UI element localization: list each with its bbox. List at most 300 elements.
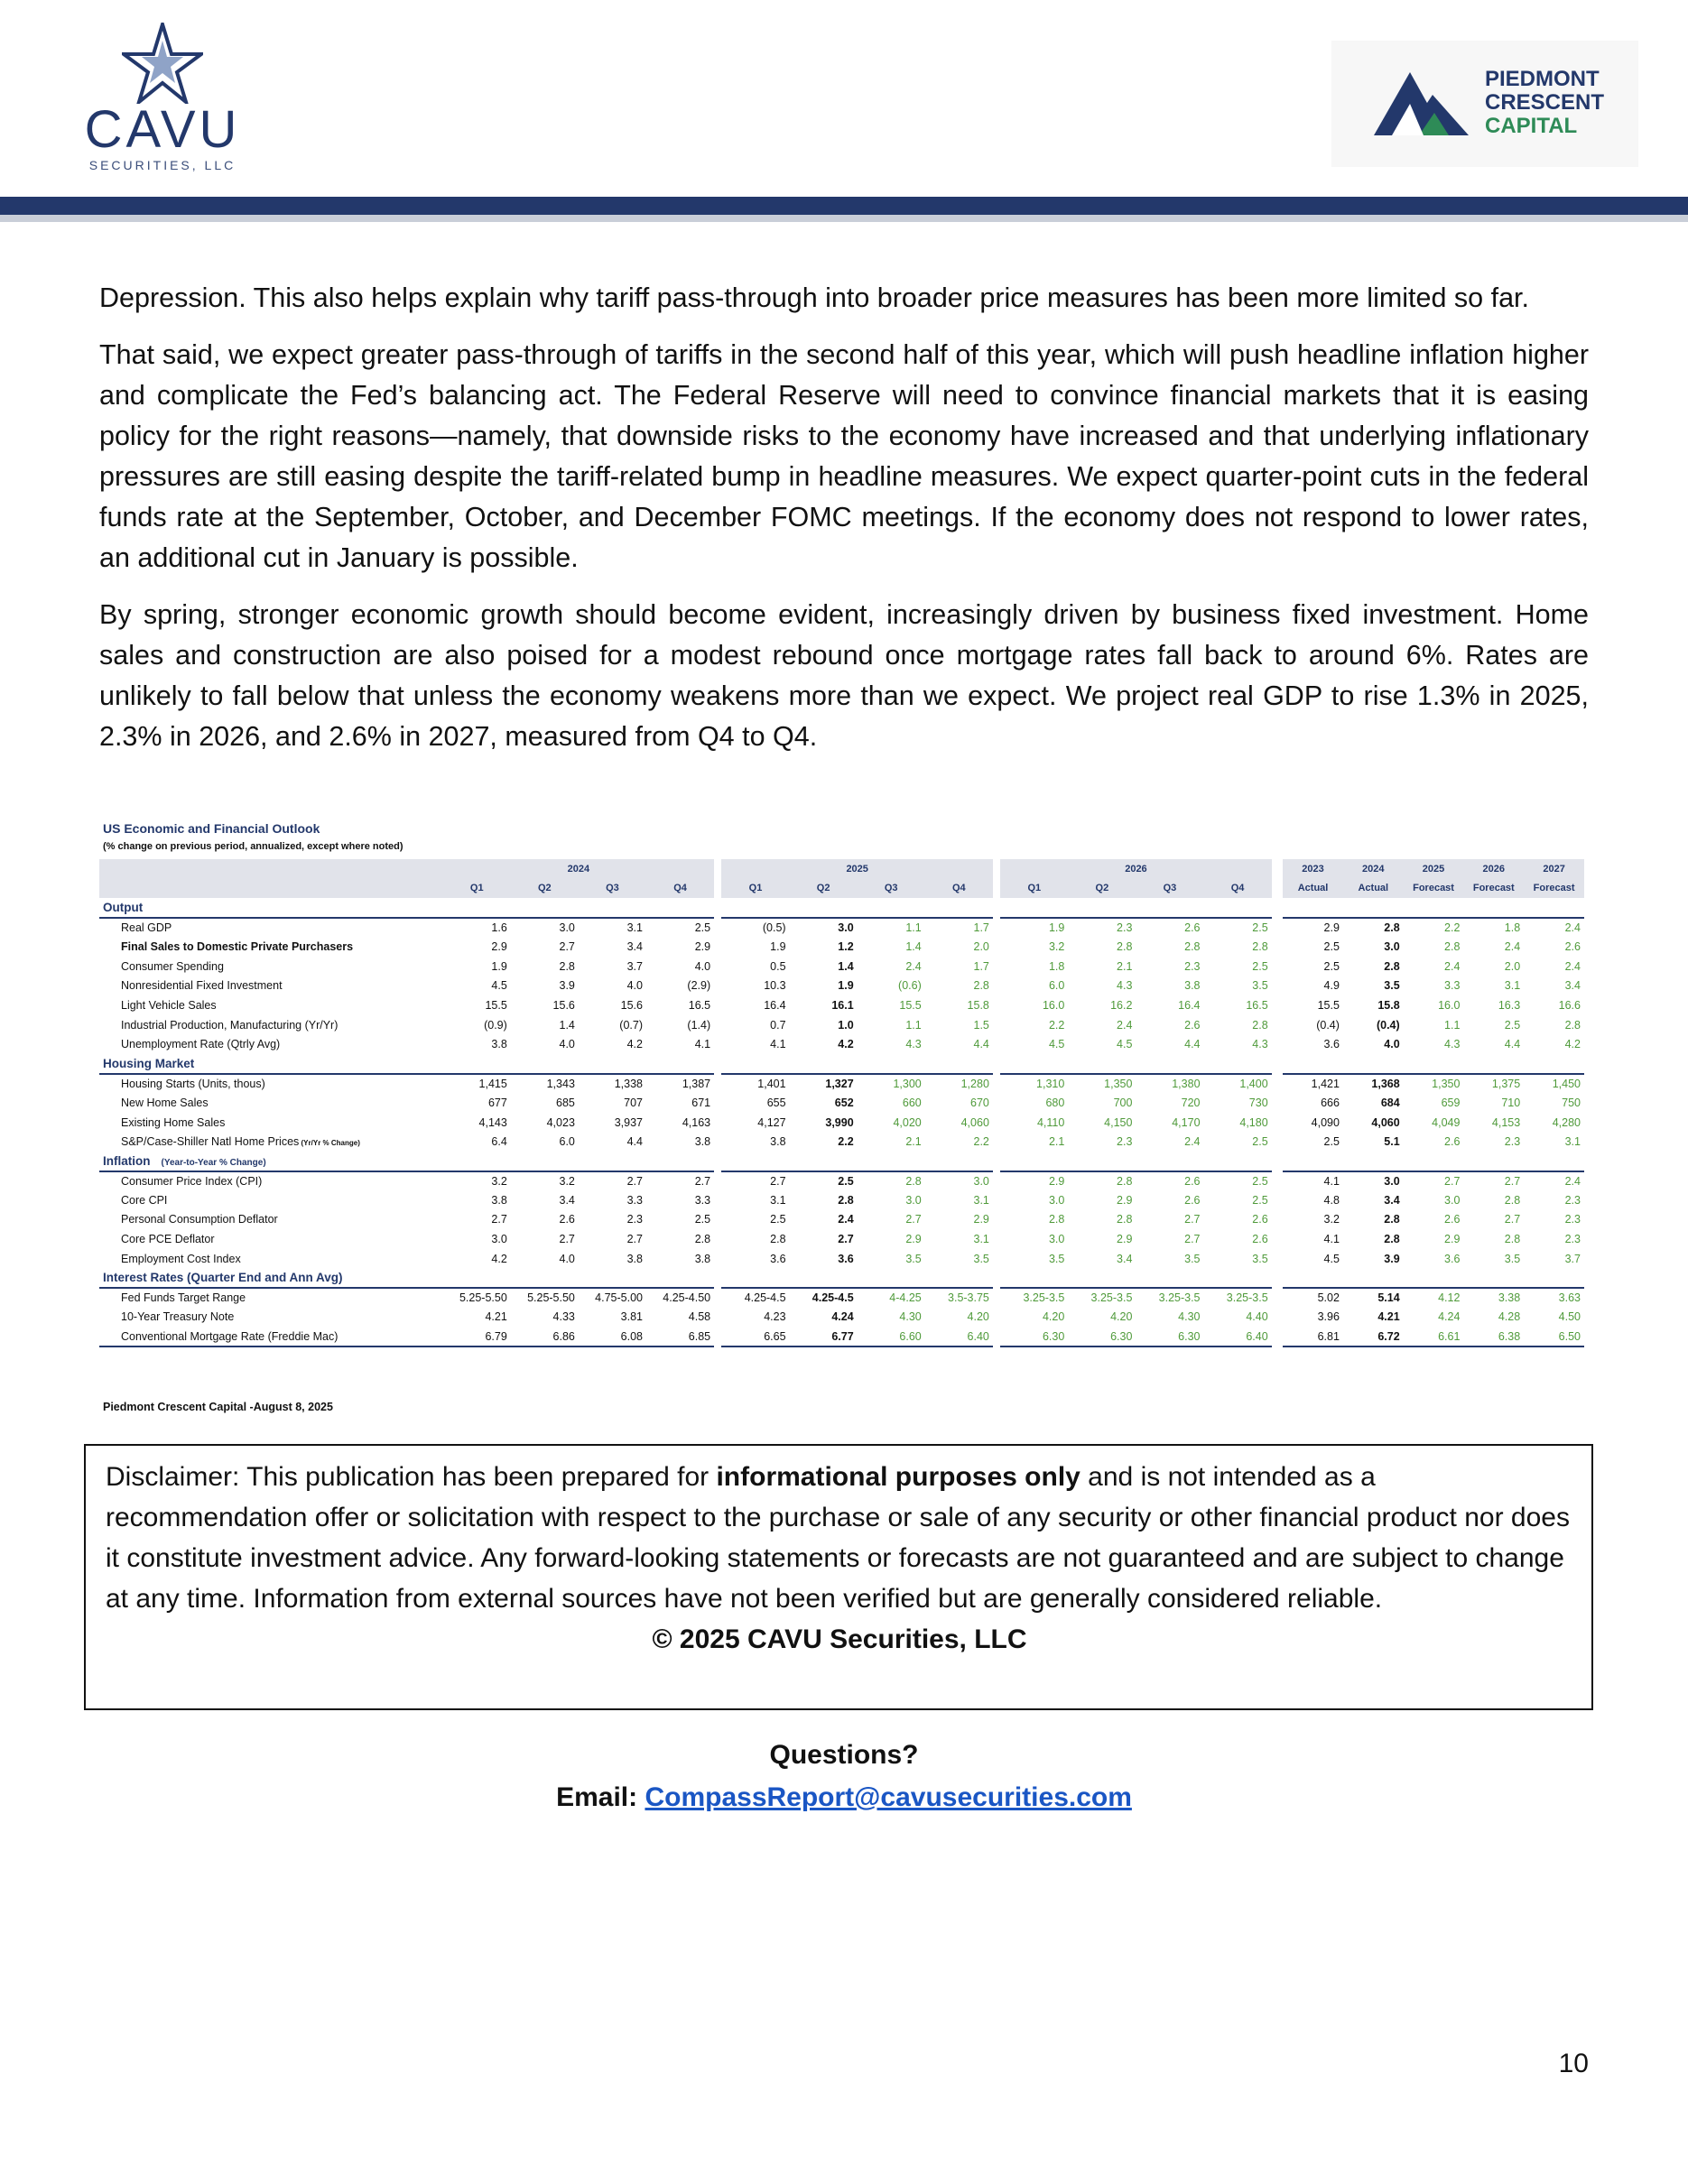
annual-value: 4.5 [1323, 1252, 1340, 1265]
annual-value: 710 [1501, 1096, 1521, 1109]
quarter-value: 4.4 [626, 1135, 643, 1149]
section-fill [511, 1268, 579, 1288]
annual-year-header: 2027 [1524, 859, 1584, 879]
annual-value: 2.6 [1444, 1213, 1461, 1226]
quarter-value: 3.1 [973, 1233, 989, 1246]
quarter-value: 4,163 [682, 1115, 711, 1129]
quarter-value: 2.3 [1117, 921, 1133, 935]
annual-value: 2.4 [1564, 959, 1581, 973]
column-gap [1272, 1268, 1284, 1288]
table-row [99, 937, 1584, 957]
quarter-value: 3.2 [1048, 940, 1065, 954]
section-fill [1000, 898, 1068, 918]
quarter-value: 0.7 [770, 1018, 786, 1032]
section-name: Inflation [103, 1153, 151, 1168]
column-gap [714, 995, 721, 1015]
section-fill [1136, 1054, 1203, 1074]
quarter-value: 4.5 [491, 979, 507, 993]
section-fill [1136, 898, 1203, 918]
section-name: Housing Market [103, 1056, 195, 1070]
quarter-value: (0.9) [484, 1018, 507, 1032]
quarter-value: 4.3 [1117, 979, 1133, 993]
quarter-value: 3.81 [620, 1310, 643, 1324]
column-gap [993, 1327, 1000, 1346]
email-label: Email: [556, 1782, 645, 1812]
quarter-value: 2.7 [770, 1174, 786, 1188]
section-fill [1404, 898, 1464, 918]
quarter-value: 3.0 [905, 1193, 922, 1207]
annual-value: 2.8 [1384, 1213, 1400, 1226]
quarter-value: 1.9 [1048, 921, 1065, 935]
quarter-value: 1.1 [905, 921, 922, 935]
quarter-value: 2.9 [973, 1213, 989, 1226]
column-gap [1272, 1034, 1284, 1054]
annual-value: 1,368 [1371, 1077, 1400, 1090]
column-gap [714, 957, 721, 976]
quarter-value: 3.7 [626, 959, 643, 973]
quarter-value: 0.5 [770, 959, 786, 973]
section-fill [790, 1268, 858, 1288]
table-row [99, 1015, 1584, 1035]
quarter-value: 3.4 [1117, 1252, 1133, 1265]
quarter-value: 2.8 [973, 979, 989, 993]
column-gap [714, 879, 721, 899]
quarter-header: Q4 [925, 879, 993, 899]
quarter-header: Q4 [646, 879, 714, 899]
row-label [99, 1210, 443, 1230]
column-gap [714, 1171, 721, 1191]
quarter-value: 2.6 [1252, 1233, 1268, 1246]
section-fill [1524, 898, 1584, 918]
quarter-value: 6.60 [858, 1327, 925, 1346]
section-header-row [99, 1268, 1584, 1288]
quarter-value: 3.4 [626, 940, 643, 954]
section-fill [443, 1054, 511, 1074]
email-link[interactable]: CompassReport@cavusecurities.com [645, 1782, 1132, 1812]
section-fill [1204, 1268, 1272, 1288]
quarter-value: 3.1 [973, 1193, 989, 1207]
section-fill [1343, 1268, 1404, 1288]
quarter-value: 4.30 [899, 1310, 922, 1324]
quarter-value: (0.5) [762, 921, 786, 935]
section-fill [1404, 1152, 1464, 1171]
section-fill [443, 1152, 511, 1171]
column-gap [993, 1171, 1000, 1191]
section-fill [443, 1268, 511, 1288]
annual-value: 1,421 [1311, 1077, 1340, 1090]
quarter-value: 6.85 [646, 1327, 714, 1346]
annual-value: 4.24 [1438, 1310, 1461, 1324]
table-subtitle: (% change on previous period, annualized, except where noted) [103, 841, 403, 852]
annual-value: 3.5 [1504, 1252, 1521, 1265]
quarter-value: 2.5 [1252, 1174, 1268, 1188]
quarter-value: 6.4 [491, 1135, 507, 1149]
table-row [99, 995, 1584, 1015]
row-label-text: Fed Funds Target Range [121, 1291, 246, 1305]
row-label [99, 1308, 443, 1328]
star-icon [122, 23, 203, 104]
quarter-value: 16.5 [688, 998, 711, 1012]
quarter-value: 2.8 [770, 1233, 786, 1246]
row-label-text: Nonresidential Fixed Investment [121, 979, 283, 993]
quarter-value: 652 [834, 1096, 854, 1109]
quarter-value: 1.4 [559, 1018, 575, 1032]
quarter-value: 4.0 [626, 979, 643, 993]
section-title [99, 1054, 443, 1074]
quarter-value: 3.25-3.5 [1090, 1291, 1133, 1305]
column-gap [714, 1152, 721, 1171]
quarter-value: 2.1 [1117, 959, 1133, 973]
piedmont-wordmark [1485, 68, 1604, 138]
quarter-value: 677 [487, 1096, 507, 1109]
quarter-header: Q1 [721, 879, 789, 899]
quarter-value: 2.8 [905, 1174, 922, 1188]
section-fill [858, 1152, 925, 1171]
annual-value: 3.2 [1323, 1213, 1340, 1226]
table-title: US Economic and Financial Outlook [103, 821, 320, 836]
annual-value: 2.5 [1323, 959, 1340, 973]
quarter-value: 6.0 [1048, 979, 1065, 993]
column-gap [993, 1190, 1000, 1210]
quarter-value: 1.8 [1048, 959, 1065, 973]
column-gap [714, 1268, 721, 1288]
quarter-value: 2.7 [559, 940, 575, 954]
annual-value: 2.8 [1384, 1233, 1400, 1246]
annual-value: 1,375 [1491, 1077, 1521, 1090]
disclaimer-box [84, 1444, 1593, 1710]
annual-type-header: Actual [1283, 879, 1343, 899]
quarter-value: 4.1 [694, 1038, 711, 1051]
quarter-value: 3.8 [770, 1135, 786, 1149]
section-fill [1136, 1152, 1203, 1171]
year-header: 2025 [721, 859, 992, 879]
section-fill [858, 898, 925, 918]
section-fill [1404, 1268, 1464, 1288]
column-gap [1272, 1327, 1284, 1346]
row-label-text: Light Vehicle Sales [121, 998, 217, 1012]
annual-value: 2.4 [1444, 959, 1461, 973]
quarter-value: 3.5 [1252, 1252, 1268, 1265]
annual-value: 4.12 [1438, 1291, 1461, 1305]
quarter-value: 1.9 [491, 959, 507, 973]
annual-value: (0.4) [1376, 1018, 1400, 1032]
section-fill [1463, 1268, 1524, 1288]
table-row [99, 1171, 1584, 1191]
column-gap [714, 918, 721, 938]
quarter-header: Q1 [1000, 879, 1068, 899]
quarter-value: 2.9 [905, 1233, 922, 1246]
cavu-subtitle: SECURITIES, LLC [88, 158, 237, 172]
column-gap [993, 1229, 1000, 1249]
quarter-value: 4.3 [905, 1038, 922, 1051]
quarter-value: 2.5 [770, 1213, 786, 1226]
quarter-value: 3.6 [770, 1252, 786, 1265]
quarter-value: 3.5 [1252, 979, 1268, 993]
column-gap [714, 1034, 721, 1054]
quarter-value: 1,300 [893, 1077, 922, 1090]
annual-value: 2.6 [1564, 940, 1581, 954]
annual-value: 4,049 [1432, 1115, 1461, 1129]
quarter-value: 2.3 [1117, 1135, 1133, 1149]
annual-value: 1,450 [1552, 1077, 1581, 1090]
quarter-value: 2.4 [905, 959, 922, 973]
section-fill [925, 1054, 993, 1074]
annual-value: 15.5 [1317, 998, 1340, 1012]
quarter-value: 720 [1181, 1096, 1201, 1109]
quarter-value: 3.1 [626, 921, 643, 935]
annual-value: 2.7 [1444, 1174, 1461, 1188]
quarter-value: 1,343 [546, 1077, 575, 1090]
row-label-text: Conventional Mortgage Rate (Freddie Mac) [121, 1329, 339, 1343]
quarter-value: 4.75-5.00 [595, 1291, 643, 1305]
annual-value: 2.3 [1564, 1233, 1581, 1246]
section-fill [1204, 1152, 1272, 1171]
disclaimer-lead: Disclaimer: This publication has been prepared for [106, 1462, 717, 1492]
quarter-value: 700 [1113, 1096, 1133, 1109]
quarter-value: 2.4 [838, 1213, 854, 1226]
column-gap [993, 1113, 1000, 1133]
quarter-value: 3.6 [838, 1252, 854, 1265]
email-line [0, 1782, 1688, 1813]
annual-value: 2.8 [1384, 921, 1400, 935]
annual-value: 3.3 [1444, 979, 1461, 993]
section-fill [1283, 898, 1343, 918]
quarter-value: 2.6 [1184, 921, 1201, 935]
quarter-value: 3.8 [491, 1193, 507, 1207]
quarter-value: 3.4 [559, 1193, 575, 1207]
quarter-value: 1,401 [757, 1077, 786, 1090]
column-gap [1272, 1074, 1284, 1094]
quarter-value: 2.7 [559, 1233, 575, 1246]
quarter-value: 3.0 [1048, 1233, 1065, 1246]
quarter-value: 6.08 [579, 1327, 646, 1346]
annual-value: 2.3 [1564, 1193, 1581, 1207]
section-fill [925, 1152, 993, 1171]
quarter-value: 1,400 [1239, 1077, 1268, 1090]
quarter-header: Q4 [1204, 879, 1272, 899]
annual-value: 6.72 [1343, 1327, 1404, 1346]
quarter-value: 660 [902, 1096, 922, 1109]
column-gap [1272, 1171, 1284, 1191]
quarter-value: 2.1 [1048, 1135, 1065, 1149]
annual-value: 3.96 [1317, 1310, 1340, 1324]
quarter-value: 3.5 [1184, 1252, 1201, 1265]
column-gap [1272, 995, 1284, 1015]
row-label-text: Housing Starts (Units, thous) [121, 1077, 265, 1090]
column-gap [714, 1054, 721, 1074]
row-label-text: Consumer Price Index (CPI) [121, 1174, 263, 1188]
quarter-value: 2.4 [1184, 1135, 1201, 1149]
annual-value: 2.8 [1384, 959, 1400, 973]
column-gap [1272, 1152, 1284, 1171]
section-fill [721, 1268, 789, 1288]
annual-year-header: 2023 [1283, 859, 1343, 879]
annual-value: 3.0 [1384, 940, 1400, 954]
quarter-value: 2.2 [1048, 1018, 1065, 1032]
quarter-value: 1,338 [614, 1077, 643, 1090]
row-label [99, 1074, 443, 1094]
column-gap [993, 1268, 1000, 1288]
annual-value: 2.8 [1444, 940, 1461, 954]
quarter-value: 4.2 [491, 1252, 507, 1265]
header-band [0, 197, 1688, 215]
section-fill [646, 1054, 714, 1074]
quarter-value: 3.8 [626, 1252, 643, 1265]
quarter-value: 2.9 [1048, 1174, 1065, 1188]
quarter-value: 1,350 [1104, 1077, 1133, 1090]
outlook-table [99, 859, 1584, 1347]
row-label-text: Employment Cost Index [121, 1252, 241, 1265]
quarter-value: 6.79 [443, 1327, 511, 1346]
quarter-value: 4,150 [1104, 1115, 1133, 1129]
quarter-value: 3.0 [491, 1233, 507, 1246]
piedmont-line3: CAPITAL [1485, 114, 1578, 138]
quarter-value: 6.40 [925, 1327, 993, 1346]
annual-value: 1.1 [1444, 1018, 1461, 1032]
quarter-value: 4,110 [1036, 1115, 1065, 1129]
quarter-value: 3.0 [1048, 1193, 1065, 1207]
quarter-value: 15.8 [967, 998, 989, 1012]
section-note: (Year-to-Year % Change) [161, 1157, 266, 1168]
quarter-header: Q3 [1136, 879, 1203, 899]
column-gap [714, 1113, 721, 1133]
quarter-value: 1,310 [1036, 1077, 1065, 1090]
quarter-value: 1,280 [960, 1077, 989, 1090]
disclaimer-rest: and is not intended as a recommendation offer or solicitation with respect to the purchase or sale of any security or other financial product nor does it constitute investment advice. Any forward-looking statements or forecasts are not guaranteed and are subject to change at any time. Information from external sources have not been verified but are generally considered reliable. [106, 1462, 1570, 1614]
column-gap [714, 1093, 721, 1113]
quarter-value: 4.40 [1246, 1310, 1268, 1324]
section-fill [790, 1054, 858, 1074]
annual-value: 3.38 [1498, 1291, 1521, 1305]
annual-value: 3.6 [1444, 1252, 1461, 1265]
annual-year-header: 2024 [1343, 859, 1404, 879]
annual-value: 5.1 [1384, 1135, 1400, 1149]
row-label-text: Personal Consumption Deflator [121, 1213, 278, 1226]
row-label [99, 1171, 443, 1191]
column-gap [1272, 1229, 1284, 1249]
section-fill [925, 898, 993, 918]
column-gap [993, 937, 1000, 957]
quarter-value: 1.5 [973, 1018, 989, 1032]
quarter-value: 6.30 [1000, 1327, 1068, 1346]
annual-value: 4.8 [1323, 1193, 1340, 1207]
section-fill [1463, 898, 1524, 918]
quarter-value: 2.5 [1252, 959, 1268, 973]
section-fill [1343, 898, 1404, 918]
section-fill [1068, 1268, 1136, 1288]
column-gap [1272, 1249, 1284, 1269]
annual-value: 4,060 [1371, 1115, 1400, 1129]
quarter-value: 730 [1248, 1096, 1268, 1109]
table-row [99, 1074, 1584, 1094]
table-year-header [99, 859, 1584, 879]
table-row [99, 1327, 1584, 1346]
section-name: Interest Rates (Quarter End and Ann Avg) [103, 1271, 343, 1285]
table-row [99, 1288, 1584, 1308]
quarter-value: 2.5 [1252, 1135, 1268, 1149]
paragraph-2: That said, we expect greater pass-through of tariffs in the second half of this year, which will push headline inflation higher and complicate the Fed’s balancing act. The Federal Reserve will need to convince financial markets that it is easing policy for the right reasons—namely, that downside risks to the economy have increased and that underlying inflationary pressures are still easing despite the tariff-related bump in headline measures. We expect quarter-point cuts in the federal funds rate at the September, October, and December FOMC meetings. If the economy does not respond to lower rates, an additional cut in January is possible. [99, 339, 1589, 573]
section-fill [1343, 1054, 1404, 1074]
annual-value: 4.21 [1377, 1310, 1400, 1324]
quarter-value: 4,180 [1239, 1115, 1268, 1129]
quarter-value: 2.8 [1117, 940, 1133, 954]
section-fill [790, 898, 858, 918]
section-fill [1000, 1054, 1068, 1074]
annual-value: 3.0 [1444, 1193, 1461, 1207]
table-row [99, 1113, 1584, 1133]
quarter-value: 2.5 [1252, 921, 1268, 935]
column-gap [714, 898, 721, 918]
section-fill [511, 1152, 579, 1171]
quarter-value: 16.5 [1246, 998, 1268, 1012]
annual-value: 2.3 [1564, 1213, 1581, 1226]
table-row [99, 976, 1584, 996]
quarter-value: 1.9 [838, 979, 854, 993]
section-fill [1524, 1152, 1584, 1171]
annual-value: 4.28 [1498, 1310, 1521, 1324]
quarter-value: 2.5 [1252, 1193, 1268, 1207]
quarter-value: 15.6 [552, 998, 575, 1012]
quarter-value: 671 [691, 1096, 711, 1109]
row-label [99, 995, 443, 1015]
quarter-value: 2.7 [1184, 1213, 1201, 1226]
quarter-header: Q1 [443, 879, 511, 899]
quarter-value: 2.1 [905, 1135, 922, 1149]
quarter-value: 2.3 [626, 1213, 643, 1226]
annual-value: 4.2 [1564, 1038, 1581, 1051]
annual-value: 5.02 [1317, 1291, 1340, 1305]
annual-value: 6.61 [1404, 1327, 1464, 1346]
annual-value: 4,280 [1552, 1115, 1581, 1129]
quarter-value: 1.1 [905, 1018, 922, 1032]
column-gap [1272, 1093, 1284, 1113]
questions-heading: Questions? [769, 1740, 919, 1770]
quarter-value: 1,387 [682, 1077, 711, 1090]
quarter-value: 3.3 [626, 1193, 643, 1207]
annual-value: 3.1 [1564, 1135, 1581, 1149]
annual-value: 3.0 [1384, 1174, 1400, 1188]
mountain-logo-icon [1369, 63, 1478, 140]
annual-type-header: Forecast [1463, 879, 1524, 899]
quarter-value: 1.9 [770, 940, 786, 954]
row-label-text: Core PCE Deflator [121, 1233, 215, 1246]
annual-value: 4.0 [1384, 1038, 1400, 1051]
quarter-value: 2.9 [1117, 1193, 1133, 1207]
section-fill [1404, 1054, 1464, 1074]
quarter-value: 4,023 [546, 1115, 575, 1129]
section-name: Output [103, 900, 144, 914]
row-label [99, 1034, 443, 1054]
section-fill [511, 898, 579, 918]
annual-value: 750 [1562, 1096, 1581, 1109]
column-gap [1272, 859, 1284, 879]
annual-value: 5.14 [1377, 1291, 1400, 1305]
section-title [99, 898, 443, 918]
quarter-value: 4.4 [973, 1038, 989, 1051]
section-fill [443, 898, 511, 918]
table-source: Piedmont Crescent Capital -August 8, 2025 [103, 1401, 333, 1413]
quarter-value: 2.9 [491, 940, 507, 954]
quarter-value: 3.9 [559, 979, 575, 993]
quarter-value: 2.7 [626, 1233, 643, 1246]
column-gap [993, 976, 1000, 996]
section-fill [646, 1152, 714, 1171]
quarter-value: 16.4 [764, 998, 786, 1012]
quarter-value: 4.0 [559, 1252, 575, 1265]
quarter-value: 4,020 [893, 1115, 922, 1129]
quarter-value: 10.3 [764, 979, 786, 993]
paragraph-1: Depression. This also helps explain why tariff pass-through into broader price measures has been more limited so far. [99, 282, 1529, 313]
